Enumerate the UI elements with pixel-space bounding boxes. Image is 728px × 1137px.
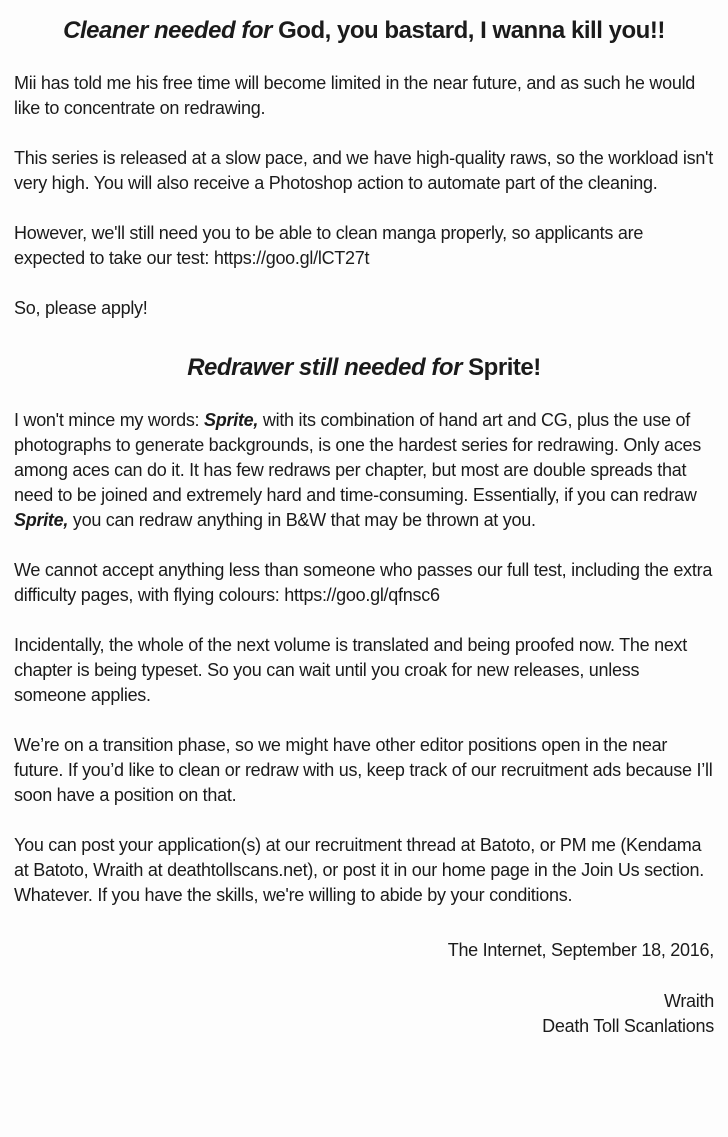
paragraph: You can post your application(s) at our recruitment thread at Batoto, or PM me (Kendama at Batoto, Wraith at deathtollscans.net), or post it in our home page in the Join Us section. Whatever. If you have the skills, we're willing to abide by your conditions. [14,835,704,905]
paragraph-segment: with its combination of hand art and CG, plus the use of photographs to generate backgrounds, is one the hardest series for redrawing. Only aces among aces can do it. It has few redraws per chapter, but most are double spreads that need to be joined and extremely hard and time-consuming. Essentially, if you can redraw [14,410,701,505]
cleaner-section-heading [14,16,714,46]
sprite-title-emphasis: Sprite, [14,510,69,530]
cleaner-heading-regular-part: God, you bastard, I wanna kill you!! [278,17,665,44]
paragraph-segment: I won't mince my words: [14,410,205,430]
paragraph: We’re on a transition phase, so we might have other editor positions open in the near future. If you’d like to clean or redraw with us, keep track of our recruitment ads because I’ll soon have a position on that. [14,735,713,805]
paragraph-with-test-url: We cannot accept anything less than someone who passes our full test, including the extra difficulty pages, with flying colours: https://goo.gl/qfnsc6 [14,560,713,605]
signature-block [14,989,714,1039]
paragraph: Mii has told me his free time will become limited in the near future, and as such he would like to concentrate on redrawing. [14,73,696,118]
redrawer-section-heading [14,353,714,383]
redrawer-heading-regular-part: Sprite! [468,354,541,381]
paragraph: Incidentally, the whole of the next volume is translated and being proofed now. The next chapter is being typeset. So you can wait until you croak for new releases, unless someone applies. [14,635,688,705]
redrawer-heading-italic-part: Redrawer still needed for [187,354,469,381]
paragraph: So, please apply! [14,298,148,318]
paragraph: This series is released at a slow pace, and we have high-quality raws, so the workload isn't very high. You will also receive a Photoshop action to automate part of the cleaning. [14,148,713,193]
signature-group: Death Toll Scanlations [542,1016,714,1036]
signature [14,938,714,1039]
paragraph-segment: you can redraw anything in B&W that may be thrown at you. [68,510,536,530]
paragraph-with-test-url: However, we'll still need you to be able to clean manga properly, so applicants are expected to take our test: https://goo.gl/lCT27t [14,223,644,268]
sprite-title-emphasis: Sprite, [204,410,259,430]
signature-dateline: The Internet, September 18, 2016, [447,940,714,960]
paragraph [14,408,714,533]
cleaner-heading-italic-part: Cleaner needed for [63,17,279,44]
signature-name: Wraith [663,991,714,1011]
